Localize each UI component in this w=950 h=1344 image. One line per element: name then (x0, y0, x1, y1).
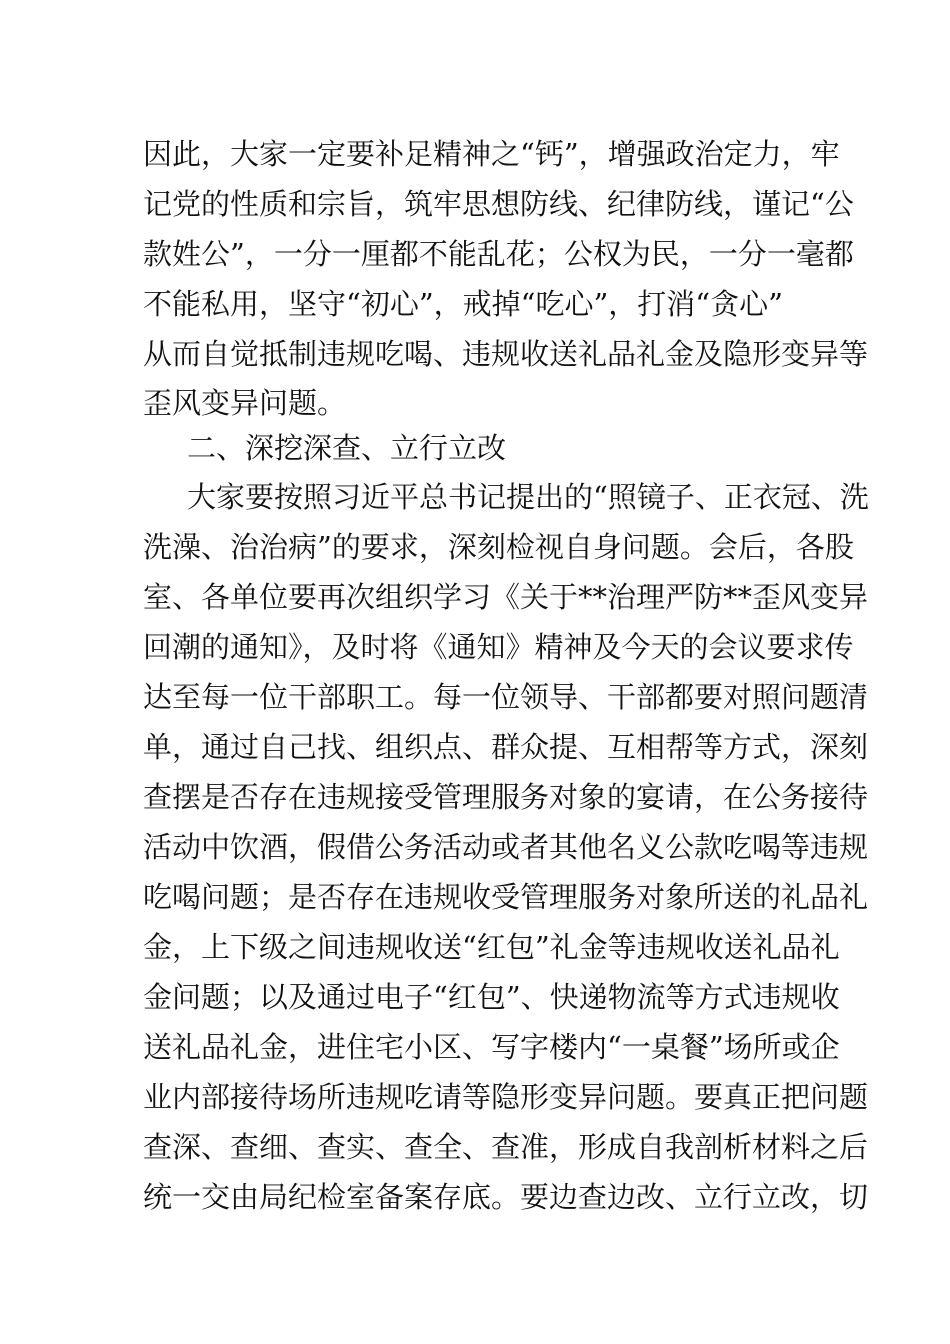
paragraph-2-line: 达至每一位干部职工。每一位领导、干部都要对照问题清 (143, 680, 869, 714)
paragraph-2-line: 金，上下级之间违规收送“红包”礼金等违规收送礼品礼 (143, 930, 840, 964)
paragraph-2-line: 单，通过自己找、组织点、群众提、互相帮等方式，深刻 (143, 730, 869, 764)
paragraph-2-line: 室、各单位要再次组织学习《关于**治理严防**歪风变异 (143, 580, 869, 614)
paragraph-2-line: 业内部接待场所违规吃请等隐形变异问题。要真正把问题 (143, 1080, 869, 1114)
paragraph-2-line: 活动中饮酒，假借公务活动或者其他名义公款吃喝等违规 (143, 830, 869, 864)
paragraph-1-line: 记党的性质和宗旨，筑牢思想防线、纪律防线，谨记“公 (143, 187, 854, 221)
paragraph-2-line: 洗澡、治治病”的要求，深刻检视自身问题。会后，各股 (143, 530, 854, 564)
paragraph-1-line: 款姓公”，一分一厘都不能乱花；公权为民，一分一毫都 (143, 237, 854, 271)
paragraph-1-line: 从而自觉抵制违规吃喝、违规收送礼品礼金及隐形变异等 (143, 337, 869, 371)
paragraph-2-line: 查摆是否存在违规接受管理服务对象的宴请，在公务接待 (143, 780, 869, 814)
paragraph-1-line: 因此，大家一定要补足精神之“钙”，增强政治定力，牢 (143, 137, 840, 171)
paragraph-2-line: 送礼品礼金，进住宅小区、写字楼内“一桌餐”场所或企 (143, 1030, 840, 1064)
paragraph-2-line: 吃喝问题；是否存在违规收受管理服务对象所送的礼品礼 (143, 880, 869, 914)
paragraph-2-line: 大家要按照习近平总书记提出的“照镜子、正衣冠、洗 (187, 480, 869, 514)
paragraph-2-line: 统一交由局纪检室备案存底。要边查边改、立行立改，切 (143, 1180, 869, 1214)
paragraph-2-line: 回潮的通知》，及时将《通知》精神及今天的会议要求传 (143, 630, 854, 664)
paragraph-1-line: 歪风变异问题。 (143, 386, 347, 420)
paragraph-1-line: 不能私用，坚守“初心”，戒掉“吃心”，打消“贪心” (143, 287, 783, 321)
section-heading: 二、深挖深查、立行立改 (187, 431, 507, 465)
paragraph-2-line: 查深、查细、查实、查全、查准，形成自我剖析材料之后 (143, 1130, 869, 1164)
paragraph-2-line: 金问题；以及通过电子“红包”、快递物流等方式违规收 (143, 980, 840, 1014)
